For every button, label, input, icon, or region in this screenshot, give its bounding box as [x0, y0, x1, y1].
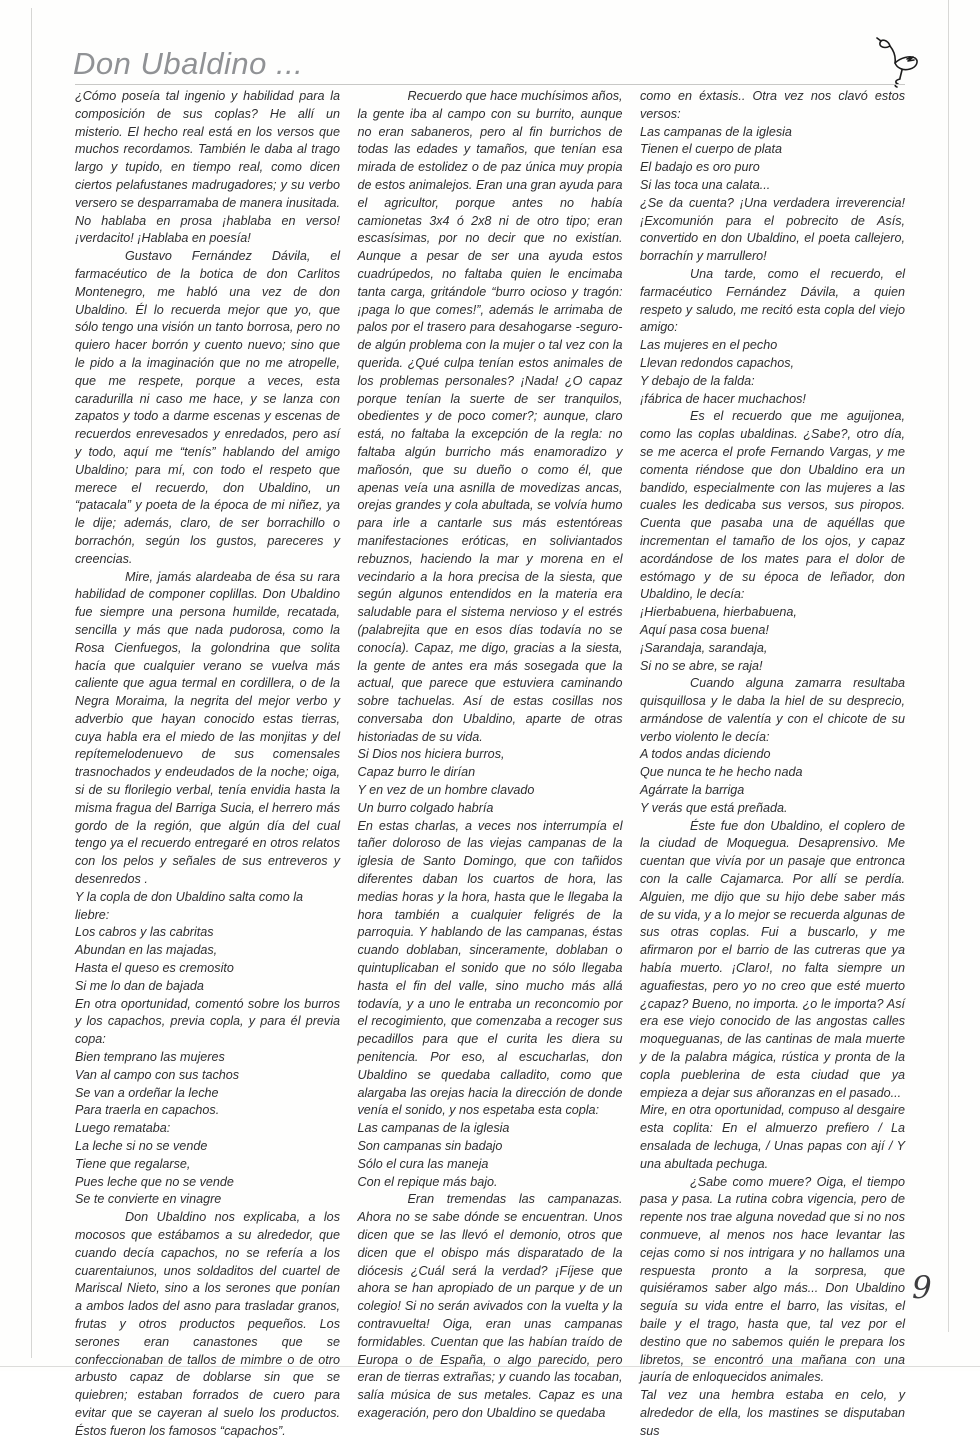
verse-line: Sólo el cura las maneja	[357, 1156, 489, 1171]
page-number: 9	[912, 1270, 932, 1306]
verse-line: El badajo es oro puro	[640, 160, 760, 175]
article-column-3	[640, 88, 905, 1441]
verse-line: Llevan redondos capachos,	[640, 355, 795, 370]
paragraph: Una tarde, como el recuerdo, el farmacéutico Fernández Dávila, a quien respeto y saludo, me recitó esta copla del viejo amigo:	[640, 266, 905, 335]
verse-line: Las mujeres en el pecho	[640, 338, 778, 353]
verse-line: Abundan en las majadas,	[75, 943, 218, 958]
verse-line: Si Dios nos hiciera burros,	[357, 747, 505, 762]
verse-line: A todos andas diciendo	[640, 747, 771, 762]
verse-line: Hasta el queso es cremosito	[75, 961, 234, 976]
verse-line: Si me lo dan de bajada	[75, 978, 204, 993]
paragraph: En otra oportunidad, comentó sobre los burros y los capachos, previa copla, y para él previa copa:	[75, 996, 340, 1047]
verse-line: Luego remataba:	[75, 1121, 171, 1136]
paragraph: Cuando alguna zamarra resultaba quisquillosa y le daba la hiel de su desprecio, armándose de valentía y con el chicote de su verbo violento le decía:	[640, 676, 905, 744]
article-column-1	[75, 88, 340, 1441]
paragraph: como en éxtasis.. Otra vez nos clavó estos versos:	[640, 89, 905, 121]
verse-line: Bien temprano las mujeres	[75, 1050, 225, 1065]
verse-line: Pues leche que no se vende	[75, 1174, 234, 1189]
verse-line: Y la copla de don Ubaldino salta como la liebre:	[75, 889, 304, 922]
paragraph: Gustavo Fernández Dávila, el farmacéutico de la botica de don Carlitos Montenegro, me habló una vez de don Ubaldino. Él lo recuerda mejor que yo, que sólo tengo una visión un tanto borrosa, pero no quiero hacer borrón y cuento nuevo; sino que le pido a la imaginación que no me atropelle, que me respete, porque a veces, esta caradurilla ni caso me hace, y se lanza con zapatos y todo a darme escenas y escenas de recuerdos enrevesados y enredados, pero así y todo, aquí me “tenís” hablando del amigo Ubaldino; para mí, con todo el respeto que merece el recuerdo, don Ubaldino, un “patacala” y poeta de la época de mi niñez, ya le dije; además, claro, de ser borrachillo o borrachón, según los gustos, pareceres y creencias.	[75, 249, 340, 566]
verse-line: Aquí pasa cosa buena!	[640, 622, 769, 637]
paragraph: Eran tremendas las campanazas. Ahora no se sabe dónde se encuentran. Unos dicen que se las llevó el demonio, otros que dicen que el obispo más disparatado de la diócesis ¿Cuál será la verdad? ¡Fíjese que ahora se han apropiado de un parque y de un colegio! Si no serán avivados con la vuelta y la contravuelta! Oiga, eran unas campanas formidables. Cuentan que las habían traído de Europa o de España, o algo parecido, pero eran de tierras extrañas; y cuando las tocaban, salía música de sus metales. Capaz es una exageración, pero don Ubaldino se quedaba	[357, 1192, 623, 1420]
verse-line: Si las toca una calata...	[640, 177, 771, 192]
verse-line: Tiene que regalarse,	[75, 1156, 191, 1171]
verse-line: Las campanas de la iglesia	[357, 1121, 510, 1136]
verse-line: Un burro colgado habría	[357, 800, 494, 815]
page-title: Don Ubaldino ...	[73, 46, 304, 81]
paragraph: ¿Cómo poseía tal ingenio y habilidad para la composición de sus coplas? He allí un misterio. El hecho real está en los versos que muchos recordamos. También le daba al trago largo y tupido, en tiempo real, como dicen ciertos pelafustanes madrugadores; y su verbo versero se desparramaba de manera inusitada. No hablaba en prosa ¡hablaba en verso! ¡verdacito! ¡Hablaba en poesía!	[75, 89, 340, 246]
verse-line: ¡Hierbabuena, hierbabuena,	[640, 605, 797, 620]
paragraph: Recuerdo que hace muchísimos años, la gente iba al campo con su burrito, aunque no eran sabaneros, pero al fin burrichos de todas las edades y tamaños, que tenían esa mirada de estolidez o de paz única muy propia de estos animalejos. Eran una gran ayuda para el agricultor, porque antes no había camionetas 3x4 ó 2x8 ni de otro tipo; eran escasísimas, por no decir que no existían. Aunque a pesar de ser una ayuda estos cuadrúpedos, no faltaba quien le encimaba tanta carga, gritándole “burro ocioso y tragón: ¡paga lo que comes!”, además le arrimaba de palos por el trasero para desahogarse -seguro- de algún problema con la mujer o tal vez con la querida. ¿Qué culpa tenían estos animales de los problemas personales? ¡Nada! ¿O capaz porque tenían la suerte de ser tranquilos, obedientes y de poco comer?; aunque, claro está, no faltaba la excepción de la regla: no faltaba algún burricho más enamoradizo y mañosón, que su dueño o como él, que apenas veía una asnilla de movedizas ancas, orejas grandes y cola abultada, se volvía humo para irle a cantarle sus más estentóreas manifestaciones eróticas, en soliviantados rebuznos, haciendo la mar y morena en el vecindario a la hora precisa de la siesta, que según algunos entendidos en la materia era saludable para el sistema nervioso y el estrés (palabrejita que en esos días todavía no se conocía). Capaz, me digo, gracias a la siesta, la gente de antes era más sosegada que la actual, que parece que estuviera caminando sobre tachuelas. Así de estas cosillas nos conversaba don Ubaldino, aparte de otras historiadas de su vida.	[357, 89, 623, 744]
paragraph: Mire, en otra oportunidad, compuso al desgaire esta coplita: En el almuerzo prefiero / La ensalada de lechuga, / Unas papas con ají / Y una abultada pechuga.	[640, 1103, 905, 1171]
paragraph: En estas charlas, a veces nos interrumpía el tañer doloroso de las viejas campanas de la iglesia de Santo Domingo, que con tañidos diferentes daban los cuartos de hora, las medias horas y la hora, hasta que le llegaba la hora también a cualquier feligrés de la parroquia. Y hablando de las campanas, éstas cuando doblaban, sinceramente, doblaban o quintuplicaban el sonido que no sólo llegaba hasta el fin del valle, sino mucho más allá todavía, y a uno le entraba un reconcomio por el recogimiento, que comenzaba a recoger sus pecadillos para que el curita les diera su penitencia. Por eso, al escucharlas, don Ubaldino se quedaba calladito, como que alargaba las orejas hacia la dirección de donde venía el sonido, y nos espetaba esta copla:	[357, 818, 623, 1118]
paragraph: ¿Se da cuenta? ¡Una verdadera irreverencia! ¡Excomunión para el pobrecito de Asís, convertido en don Ubaldino, el poeta callejero, borrachín y marrullero!	[640, 195, 905, 264]
verse-line: Si no se abre, se raja!	[640, 658, 763, 673]
verse-line: Van al campo con sus tachos	[75, 1067, 240, 1082]
verse-line: Los cabros y las cabritas	[75, 925, 214, 940]
verse-line: Y debajo de la falda:	[640, 373, 755, 388]
verse-line: Se te convierte en vinagre	[75, 1192, 222, 1207]
verse-line: Para traerla en capachos.	[75, 1103, 220, 1118]
title-underline-rule	[75, 84, 905, 85]
verse-line: La leche si no se vende	[75, 1139, 208, 1154]
verse-line: Y verás que está preñada.	[640, 800, 788, 815]
verse-line: Con el repique más bajo.	[357, 1174, 498, 1189]
paragraph: Es el recuerdo que me aguijonea, como las coplas ubaldinas. ¿Sabe?, otro día, se me acerca el profe Fernando Vargas, y me comenta riéndose que don Ubaldino era un bandido, especialmente con las mujeres a las cuales les dedicaba sus versos, sus piropos. Cuenta que pasaba una de aquéllas que incrementan el tamaño de los ojos, y capaz acordándose de los mates para el dolor de estómago y de su época de leñador, don Ubaldino, le decía:	[640, 409, 905, 602]
paragraph: ¿Sabe como muere? Oiga, el tiempo pasa y pasa. La rutina cobra vigencia, pero de repente nos trae alguna novedad que si no nos conmueve, al menos nos hace levantar las cejas como si nos intrigara y no hallamos una respuesta pronto a la sorpresa, que quisiéramos saber algo más... Don Ubaldino seguía su vida entre el barro, las visitas, el baile y el trago, hasta que, tal vez por el destino que no sabemos quién le prepara los libretos, se encontró una mañana con una jauría de enloquecidos animales.	[640, 1174, 905, 1385]
paragraph: Éste fue don Ubaldino, el coplero de la ciudad de Moquegua. Desaprensivo. Me cuentan que vivía por un pasaje que entronca con la calle Cajamarca. Por allí se perdía. Alguien, me dijo que su hijo debe saber más de su vida, y a lo mejor se recuerda algunas de sus otras coplas. Fui a buscarlo, y me afirmaron por el barrio de las cutreras que ya había muerto. ¡Claro!, no falta siempre un aguafiestas, pero yo no creo que esté muerto ¿capaz? Bueno, no importa. ¿o le importa? Así era ese viejo conocido de las angostas calles moqueguanas, de las cantinas de mala muerte y de la palabra mágica, rústica y pronta de la copla pueblerina de esta ciudad que ya empieza a dejar sus añoranzas en el pasado...	[640, 818, 905, 1100]
verse-line: Que nunca te he hecho nada	[640, 765, 803, 780]
verse-line: Son campanas sin badajo	[357, 1139, 503, 1154]
paragraph: Don Ubaldino nos explicaba, a los mocosos que estábamos a su alrededor, que cuando decía capachos, no se refería a los cuarentaiunos, unos soldaditos del cuartel de Mariscal Nieto, sino a los serones que ponían a ambos lados del asno para trasladar granos, frutas y otros productos pequeños. Los serones eran canastones que se confeccionaban de tallos de mimbre o de otro arbusto capaz de doblarse sin que se quiebren; estaban forrados de cuero para evitar que se cayeran al suelo los productos. Éstos fueron los famosos “capachos”.	[75, 1210, 340, 1438]
article-columns	[75, 88, 905, 1441]
verse-line: Se van a ordeñar la leche	[75, 1085, 219, 1100]
verse-line: Agárrate la barriga	[640, 783, 745, 798]
verse-line: Las campanas de la iglesia	[640, 124, 792, 139]
paragraph: Tal vez una hembra estaba en celo, y alrededor de ella, los mastines se disputaban sus	[640, 1388, 905, 1438]
verse-line: Y en vez de un hombre clavado	[357, 783, 535, 798]
scan-edge-line-right	[948, 0, 949, 1332]
verse-line: Capaz burro le dirían	[357, 765, 476, 780]
paragraph: Mire, jamás alardeaba de ésa su rara habilidad de componer coplillas. Don Ubaldino fue siempre una persona humilde, recatada, sencilla y más que nada pudorosa, como la Rosa Cienfuegos, la golondrina que solita hacía que cualquier verano se vuelva más caliente que agua termal en cordillera, o de la Negra Moraima, la negrita del mejor verbo y adverbio que hayan conocido estas tierras, cuya habla era el miedo de las monjitas y del repítemelodenuevo de sus comensales trasnochados y endeudados de la noche; oiga, si de su florilegio verbal, tenía envidia hasta la misma fragua del Barriga Sucia, el herrero más gordo de la región, que algún día del cual tengo ya el recuerdo entregaré en otros relatos con los pelos y señales de sus entreveros y desenredos .	[75, 569, 340, 887]
verse-line: ¡Sarandaja, sarandaja,	[640, 640, 768, 655]
verse-line: ¡fábrica de hacer muchachos!	[640, 391, 806, 406]
scan-edge-line-left	[31, 8, 32, 1358]
verse-line: Tienen el cuerpo de plata	[640, 142, 783, 157]
article-column-2	[358, 88, 623, 1423]
